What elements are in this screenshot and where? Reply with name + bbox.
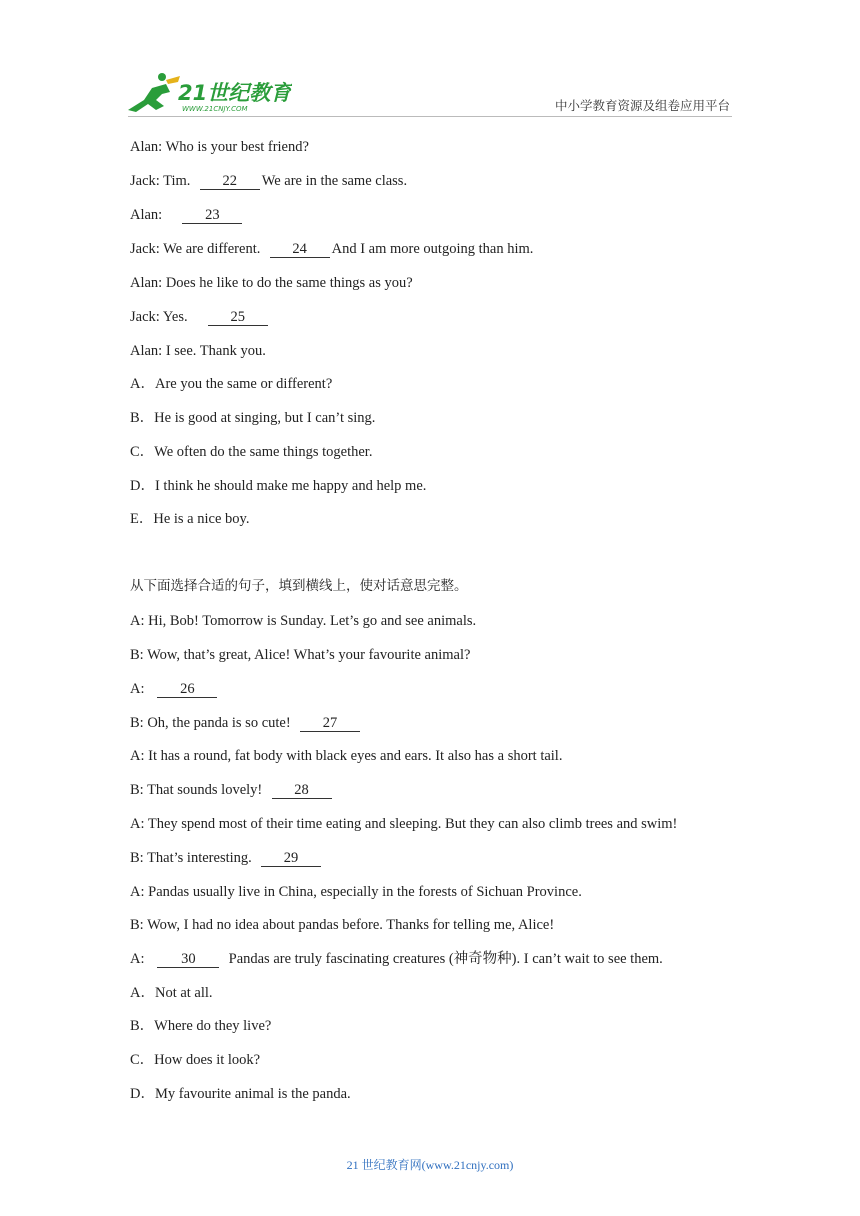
option-item: D．My favourite animal is the panda.	[130, 1086, 351, 1102]
option-item: A．Are you the same or different?	[130, 376, 333, 392]
blank-29[interactable]: 29	[261, 850, 321, 867]
logo	[122, 70, 292, 114]
dialogue-line: Alan: Does he like to do the same things as you?	[130, 275, 413, 291]
dialogue-line: B: Wow, I had no idea about pandas before. Thanks for telling me, Alice!	[130, 917, 555, 933]
header-divider	[128, 116, 732, 117]
dialogue-line: Jack: We are different. 24 And I am more outgoing than him.	[130, 241, 534, 257]
instruction: 从下面选择合适的句子，填到横线上，使对话意思完整。	[130, 578, 468, 594]
dialogue-line: Alan: I see. Thank you.	[130, 343, 266, 359]
page-footer[interactable]: 21 世纪教育网(www.21cnjy.com)	[346, 1158, 514, 1172]
dialogue-line: A: They spend most of their time eating and sleeping. But they can also climb trees and swim!	[130, 816, 678, 832]
dialogue-line: B: Wow, that’s great, Alice! What’s your favourite animal?	[130, 647, 471, 663]
header-tagline: 中小学教育资源及组卷应用平台	[554, 98, 730, 113]
blank-23[interactable]: 23	[182, 207, 242, 224]
blank-28[interactable]: 28	[272, 782, 332, 799]
blank-25[interactable]: 25	[208, 309, 268, 326]
blank-22[interactable]: 22	[200, 173, 260, 190]
option-item: B．Where do they live?	[130, 1018, 272, 1034]
option-item: C．How does it look?	[130, 1052, 261, 1068]
blank-27[interactable]: 27	[300, 715, 360, 732]
option-item: C．We often do the same things together.	[130, 444, 373, 460]
option-item: A．Not at all.	[130, 985, 213, 1001]
page-header	[0, 0, 860, 125]
dialogue-line: Jack: Yes. 25	[130, 308, 270, 326]
dialogue-line: A: Hi, Bob! Tomorrow is Sunday. Let’s go and see animals.	[130, 613, 477, 629]
option-item: B．He is good at singing, but I can’t sing.	[130, 410, 376, 426]
dialogue-line: B: That sounds lovely! 28	[130, 781, 334, 799]
option-item: E．He is a nice boy.	[130, 511, 250, 527]
runner-icon	[128, 73, 180, 112]
blank-26[interactable]: 26	[157, 681, 217, 698]
dialogue-line: Alan: Who is your best friend?	[130, 139, 309, 155]
logo-url: WWW.21CNJY.COM	[182, 105, 248, 113]
dialogue-line: B: Oh, the panda is so cute! 27	[130, 714, 362, 732]
dialogue-line: Alan: 23	[130, 206, 244, 224]
dialogue-line: B: That’s interesting. 29	[130, 849, 323, 867]
dialogue-line: A: 26	[130, 680, 219, 698]
option-item: D．I think he should make me happy and help me.	[130, 478, 427, 494]
dialogue-line: A: 30 Pandas are truly fascinating creatures (神奇物种). I can’t wait to see them.	[130, 951, 663, 967]
blank-24[interactable]: 24	[270, 241, 330, 258]
logo-text: 21世纪教育	[178, 81, 292, 105]
blank-30[interactable]: 30	[157, 951, 219, 968]
dialogue-line: A: It has a round, fat body with black eyes and ears. It also has a short tail.	[130, 748, 563, 764]
dialogue-line: A: Pandas usually live in China, especially in the forests of Sichuan Province.	[130, 884, 582, 900]
dialogue-line: Jack: Tim. 22 We are in the same class.	[130, 173, 408, 189]
